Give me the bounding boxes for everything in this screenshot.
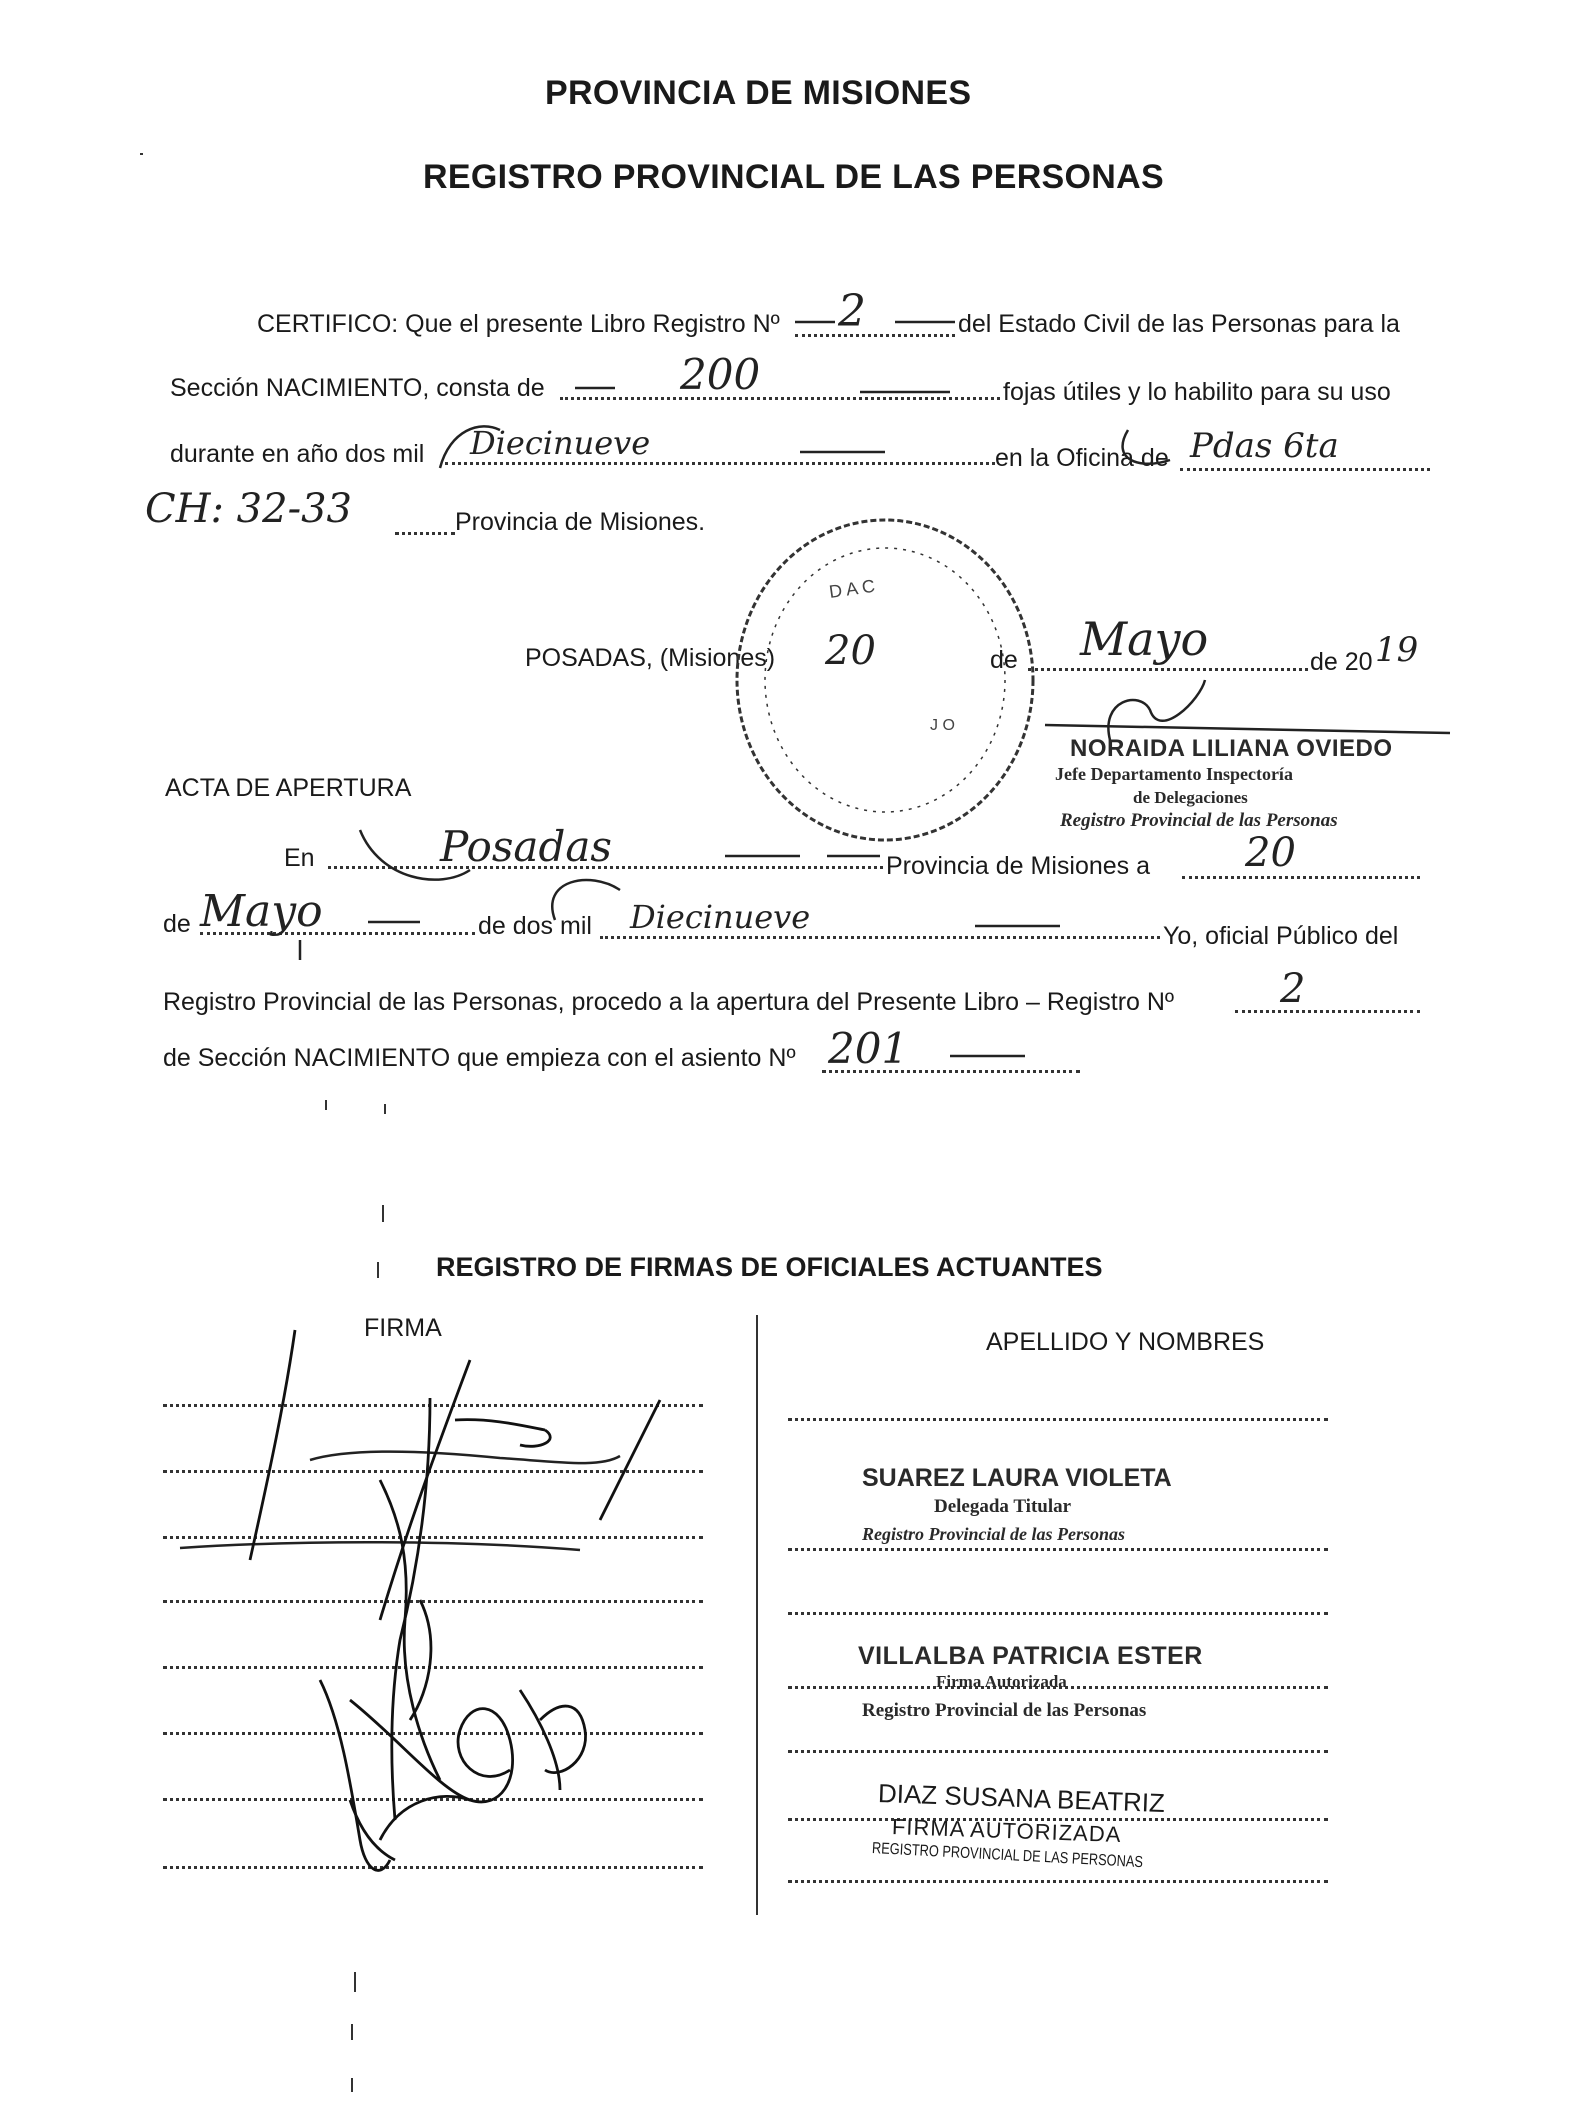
cert-line3-prefix: durante en año dos mil xyxy=(170,440,425,468)
cert-line2-prefix: Sección NACIMIENTO, consta de xyxy=(170,374,545,402)
opening-year-words: Diecinueve xyxy=(630,898,811,936)
cert-line1-prefix: CERTIFICO: Que el presente Libro Registro Nº xyxy=(257,310,780,338)
scribble-marks-icon xyxy=(180,322,1450,1550)
opening-place: Posadas xyxy=(440,822,612,871)
cert-line1-suffix: del Estado Civil de las Personas para la xyxy=(958,310,1400,338)
col-names-label: APELLIDO Y NOMBRES xyxy=(986,1328,1265,1356)
dated-day: 20 xyxy=(825,628,876,674)
col-signature-label: FIRMA xyxy=(364,1314,442,1342)
dated-de1: de xyxy=(990,646,1018,674)
opening-official-text: Yo, oficial Público del xyxy=(1163,922,1399,950)
official-2-role: Firma Autorizada xyxy=(936,1672,1067,1691)
official-3-org: REGISTRO PROVINCIAL DE LAS PERSONAS xyxy=(871,1840,1144,1872)
dated-year-suffix: 19 xyxy=(1375,630,1419,670)
official-1-role: Delegada Titular xyxy=(934,1496,1072,1517)
official-1-name: SUAREZ LAURA VIOLETA xyxy=(862,1464,1172,1492)
official-3-name: DIAZ SUSANA BEATRIZ xyxy=(877,1778,1166,1819)
province-title: PROVINCIA DE MISIONES xyxy=(545,74,972,112)
official-3-role: FIRMA AUTORIZADA xyxy=(891,1814,1122,1848)
opening-registry-text: Registro Provincial de las Personas, procedo a la apertura del Presente Libro – Registro Nº xyxy=(163,988,1175,1016)
margin-marks-icon xyxy=(140,154,385,2092)
cert-office: Pdas 6ta xyxy=(1190,426,1339,466)
opening-year-prefix: de dos mil xyxy=(478,912,592,940)
dated-de2: de 20 xyxy=(1310,648,1373,676)
cert-year-words: Diecinueve xyxy=(470,424,651,462)
dated-place: POSADAS, (Misiones) xyxy=(525,644,776,672)
opening-province-text: Provincia de Misiones a xyxy=(886,852,1151,880)
opening-start-entry: 201 xyxy=(828,1024,909,1073)
stamp-official-title3: Registro Provincial de las Personas xyxy=(1060,810,1338,831)
cert-pages-count: 200 xyxy=(680,350,761,399)
opening-heading: ACTA DE APERTURA xyxy=(165,774,412,802)
cert-office-code: CH: 32-33 xyxy=(145,486,352,532)
svg-text:J O: J O xyxy=(930,717,955,734)
official-1-org: Registro Provincial de las Personas xyxy=(862,1524,1126,1544)
signatures-heading: REGISTRO DE FIRMAS DE OFICIALES ACTUANTES xyxy=(436,1252,1103,1282)
dated-month: Mayo xyxy=(1080,612,1209,666)
cert-line3-suffix: en la Oficina de xyxy=(995,444,1169,472)
cert-book-number: 2 xyxy=(838,286,866,337)
stamp-official-title2: de Delegaciones xyxy=(1133,788,1248,807)
official-2-name: VILLALBA PATRICIA ESTER xyxy=(858,1642,1203,1670)
opening-month: Mayo xyxy=(200,886,323,937)
cert-line2-suffix: fojas útiles y lo habilito para su uso xyxy=(1003,378,1391,406)
cert-line4-suffix: Provincia de Misiones. xyxy=(455,508,706,536)
svg-text:D A C: D A C xyxy=(827,575,877,602)
opening-day: 20 xyxy=(1245,830,1296,876)
registry-title: REGISTRO PROVINCIAL DE LAS PERSONAS xyxy=(423,158,1164,196)
opening-de-label: de xyxy=(163,910,191,938)
signature-icon xyxy=(250,1330,660,1870)
opening-en-label: En xyxy=(284,844,315,872)
official-2-org: Registro Provincial de las Personas xyxy=(862,1700,1147,1721)
stamp-official-title1: Jefe Departamento Inspectoría xyxy=(1055,764,1293,784)
opening-book-number: 2 xyxy=(1280,966,1306,1012)
stamp-official-name: NORAIDA LILIANA OVIEDO xyxy=(1070,735,1393,762)
official-seal-icon xyxy=(737,520,1033,840)
opening-section-text: de Sección NACIMIENTO que empieza con el asiento Nº xyxy=(163,1044,796,1072)
